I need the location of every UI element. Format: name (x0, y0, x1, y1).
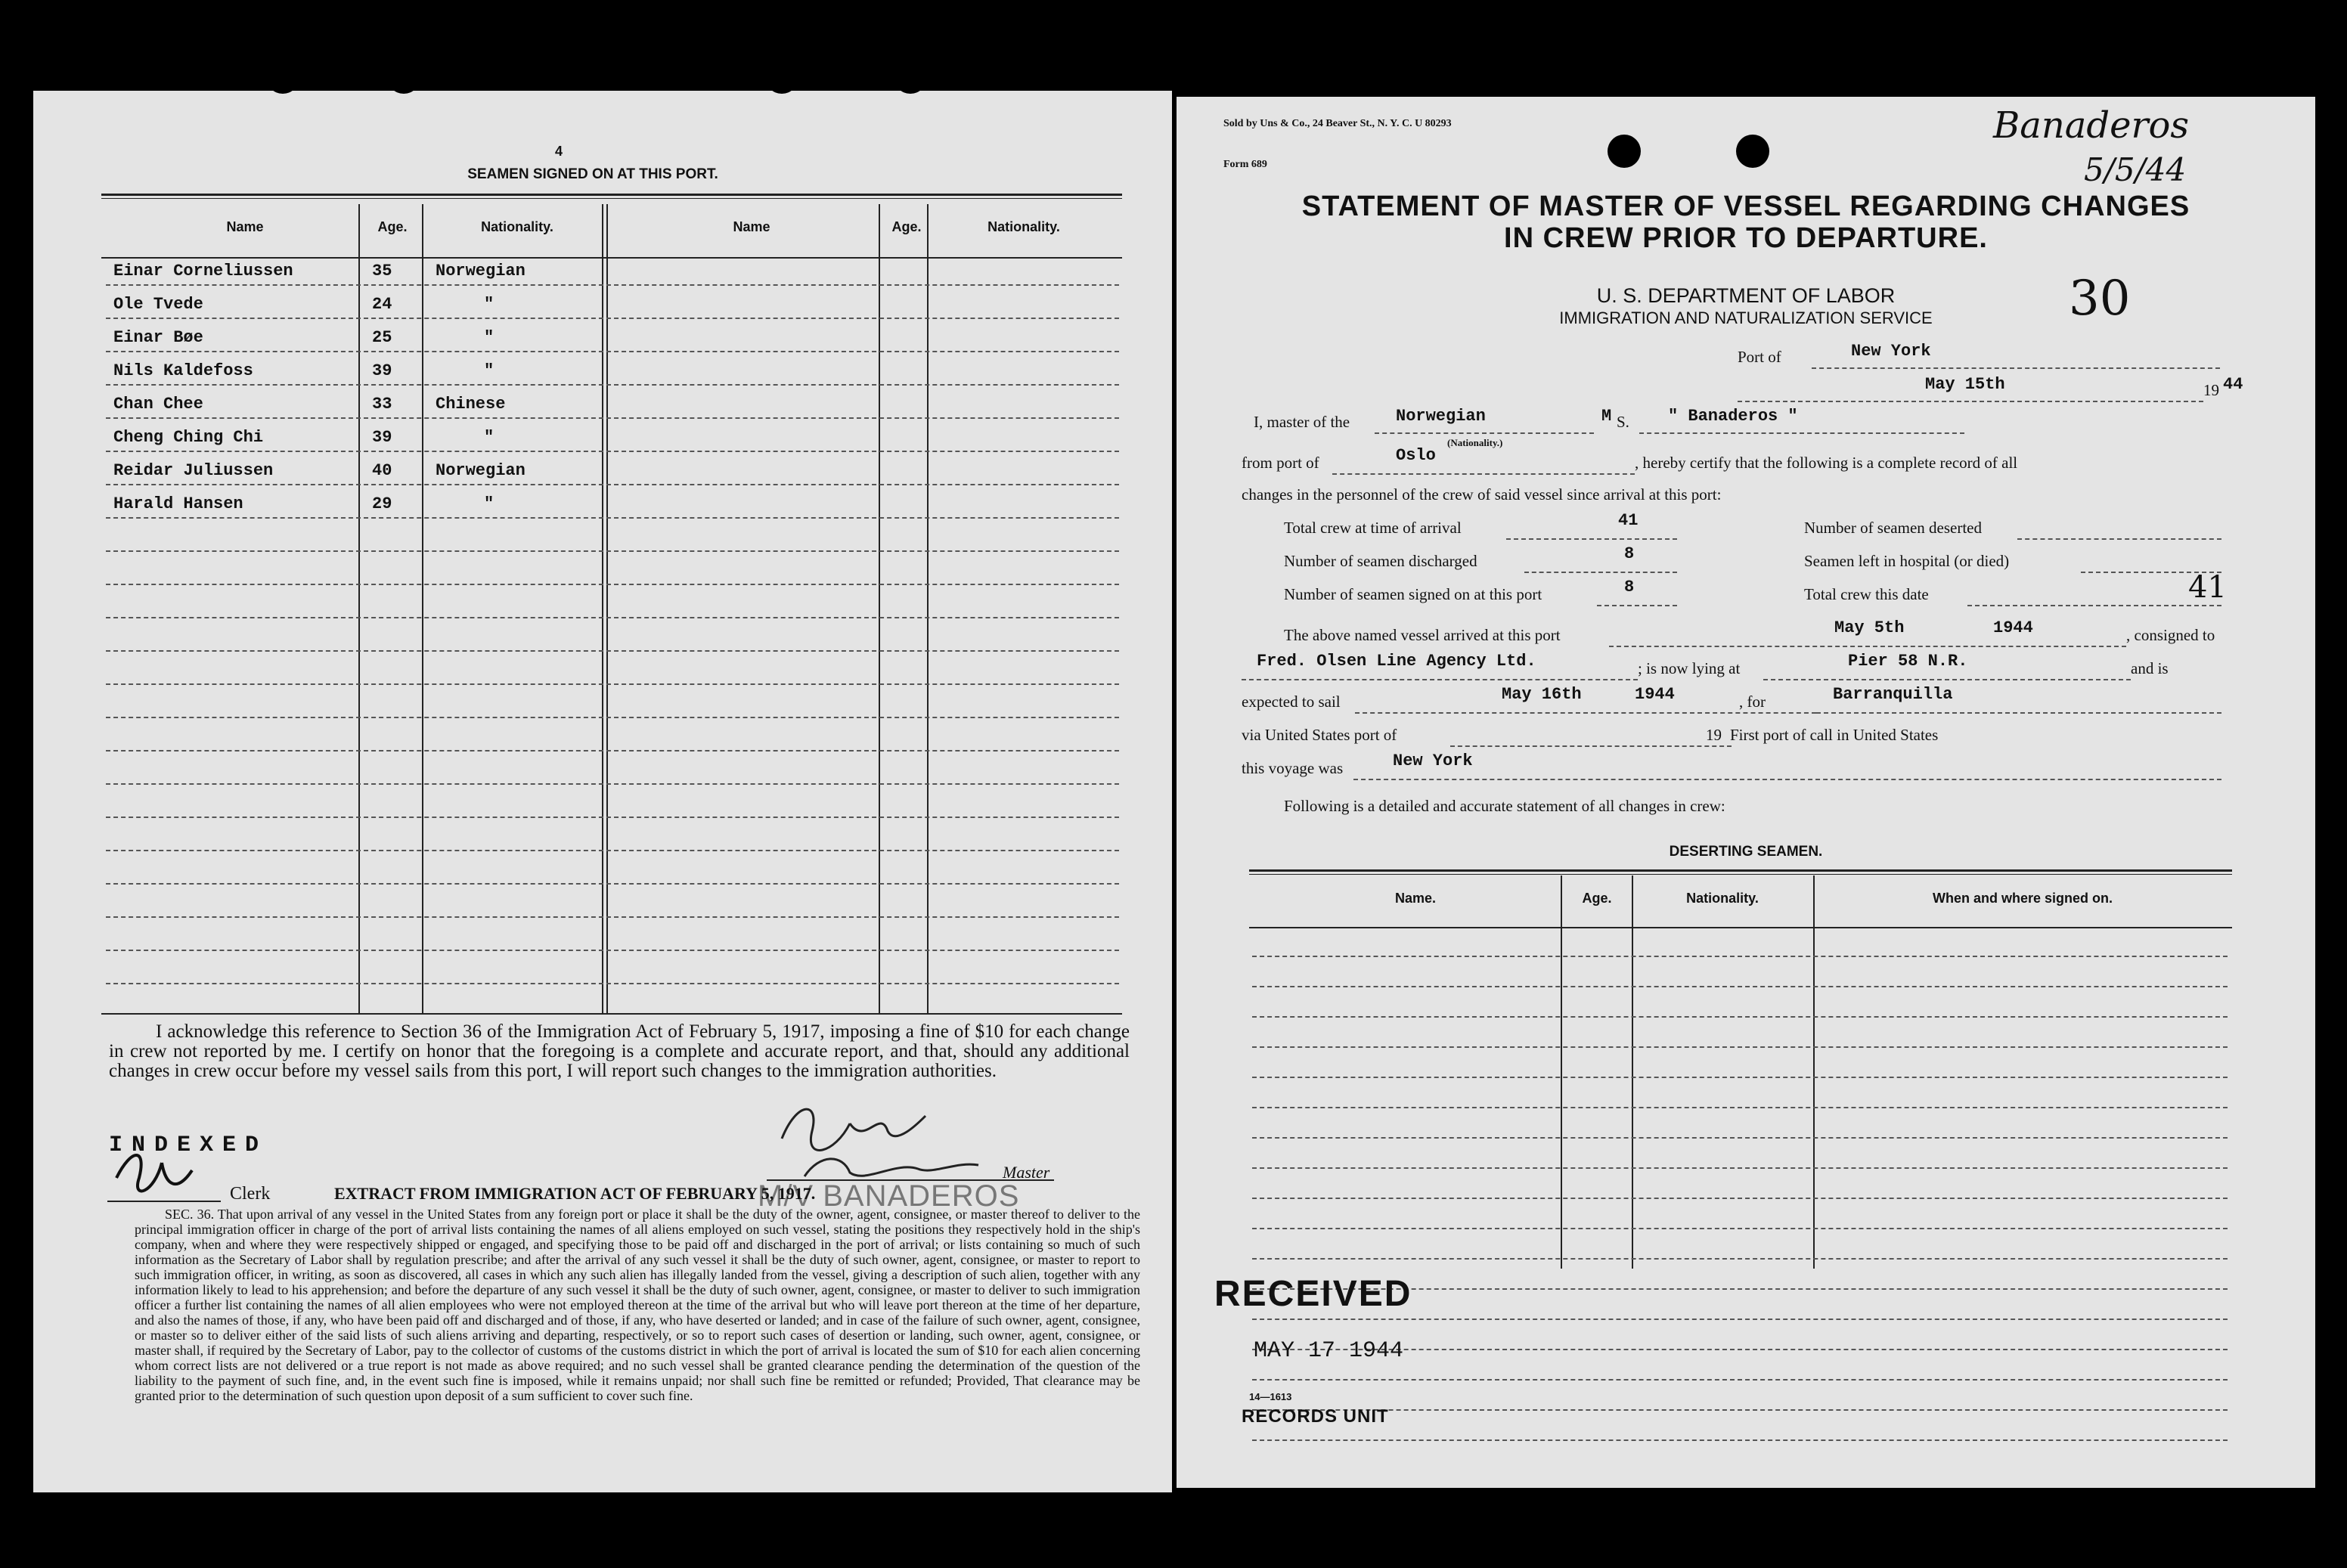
seaman-nationality: Norwegian (436, 262, 526, 280)
expected-label: expected to sail (1242, 693, 1341, 711)
punch-hole (765, 91, 798, 94)
port-label: Port of (1738, 348, 1781, 366)
column-header: Name. (1394, 891, 1437, 906)
consignee: Fred. Olsen Line Agency Ltd. (1257, 652, 1536, 671)
arrived-date: May 5th (1834, 618, 1905, 637)
voyage-label: this voyage was (1242, 759, 1344, 777)
seaman-age: 33 (372, 395, 392, 414)
seaman-age: 25 (372, 328, 392, 347)
total-crew-date-label: Total crew this date (1804, 585, 1929, 603)
certify-text: , hereby certify that the following is a complete record of all (1635, 454, 2018, 472)
extract-title: EXTRACT FROM IMMIGRATION ACT OF FEBRUARY 5, 1917. (334, 1184, 816, 1203)
arrived-label: The above named vessel arrived at this port (1284, 626, 1561, 644)
via-label: via United States port of (1242, 726, 1397, 744)
punch-hole (387, 91, 420, 94)
seaman-age: 40 (372, 461, 392, 480)
clerk-initials-signature (109, 1148, 200, 1201)
port-value: New York (1851, 342, 1931, 361)
nationality-caption: (Nationality.) (1447, 437, 1503, 448)
changes-text: changes in the personnel of the crew of said vessel since arrival at this port: (1242, 485, 1722, 504)
right-page (1177, 97, 2315, 1488)
form-number: Form 689 (1223, 159, 1267, 170)
seaman-name: Nils Kaldefoss (113, 361, 253, 380)
acknowledgement-text: I acknowledge this reference to Section 36 of the Immigration Act of February 5, 1917, imposing a fine of $10 for each change in crew not reported by me. I certify on honor that the foregoing is a complete and accurate report, and that, should any additional changes in crew occur before my vessel sails from this port, I will report such changes to the immigration authorities. (109, 1021, 1130, 1081)
seaman-age: 35 (372, 262, 392, 280)
column-header: Name (733, 219, 770, 234)
signed-on-label: Number of seamen signed on at this port (1284, 585, 1542, 603)
left-page (33, 91, 1172, 1492)
form-code: 14—1613 (1249, 1391, 1292, 1402)
deserted-label: Number of seamen deserted (1804, 519, 1982, 537)
date-value: May 15th (1925, 375, 2005, 394)
column-divider (1632, 875, 1633, 1269)
handwritten-date: 5/5/44 (2084, 151, 2187, 188)
consigned-label: , consigned to (2126, 626, 2215, 644)
lying-value: Pier 58 N.R. (1848, 652, 1968, 671)
seaman-nationality: " (484, 428, 495, 447)
service: IMMIGRATION AND NATURALIZATION SERVICE (1559, 308, 1933, 327)
lying-label: ; is now lying at (1638, 659, 1741, 677)
records-unit: RECORDS UNIT (1242, 1406, 1389, 1427)
seaman-name: Harald Hansen (113, 494, 243, 513)
department: U. S. DEPARTMENT OF LABOR (1596, 284, 1896, 307)
rule (101, 194, 1122, 196)
seaman-name: Chan Chee (113, 395, 203, 414)
handwritten-vessel-name: Banaderos (1993, 104, 2190, 147)
punch-hole (894, 91, 927, 94)
and-is-text: and is (2131, 659, 2169, 677)
column-header: Nationality. (987, 219, 1060, 234)
from-port-value: Oslo (1396, 446, 1436, 465)
column-header: Age. (891, 219, 922, 234)
seaman-nationality: " (484, 295, 495, 314)
sail-date: May 16th (1502, 685, 1582, 704)
indexed-stamp: INDEXED (109, 1133, 268, 1158)
printer-line: Sold by Uns & Co., 24 Beaver St., N. Y. C. U 80293 (1223, 118, 1452, 129)
deserting-title: DESERTING SEAMEN. (1669, 844, 1823, 860)
seaman-nationality: " (484, 361, 495, 380)
column-header: Name (226, 219, 264, 234)
seaman-age: 24 (372, 295, 392, 314)
column-divider (422, 204, 423, 1013)
total-crew-date-value: 41 (2188, 570, 2227, 605)
received-date: MAY 17 1944 (1254, 1338, 1404, 1364)
received-stamp: RECEIVED (1214, 1274, 1412, 1314)
punch-hole (1736, 135, 1769, 168)
vessel-type-suffix: S. (1617, 413, 1629, 431)
punch-hole (266, 91, 299, 94)
seaman-name: Reidar Juliussen (113, 461, 274, 480)
seaman-age: 39 (372, 428, 392, 447)
seaman-name: Ole Tvede (113, 295, 203, 314)
for-label: , for (1739, 693, 1766, 711)
ship-stamp: M/V BANADEROS (758, 1179, 1020, 1213)
seaman-name: Cheng Ching Chi (113, 428, 264, 447)
seaman-nationality: Norwegian (436, 461, 526, 480)
column-header: Age. (377, 219, 408, 234)
nationality-value: Norwegian (1396, 407, 1486, 426)
column-header: Age. (1582, 891, 1612, 906)
column-divider (927, 204, 929, 1013)
rule (1249, 927, 2232, 928)
master-of-label: I, master of the (1254, 413, 1350, 431)
discharged-label: Number of seamen discharged (1284, 552, 1477, 570)
section-title: SEAMEN SIGNED ON AT THIS PORT. (467, 166, 718, 182)
handwritten-number: 30 (2069, 271, 2131, 327)
rule (101, 198, 1122, 199)
form-title-line1: STATEMENT OF MASTER OF VESSEL REGARDING CHANGES (1301, 191, 2190, 222)
year-value: 44 (2223, 375, 2243, 394)
column-header: Nationality. (1686, 891, 1759, 906)
rule (1249, 874, 2232, 875)
total-crew-arrival-label: Total crew at time of arrival (1284, 519, 1462, 537)
sail-year: 1944 (1635, 685, 1675, 704)
signed-on-value: 8 (1624, 578, 1635, 597)
column-divider (1561, 875, 1562, 1269)
punch-hole (1608, 135, 1641, 168)
column-divider (602, 204, 603, 1013)
following-text: Following is a detailed and accurate statement of all changes in crew: (1284, 797, 1725, 815)
arrived-year: 1944 (1993, 618, 2033, 637)
rule (101, 1013, 1122, 1015)
column-divider (1813, 875, 1815, 1269)
seaman-age: 29 (372, 494, 392, 513)
column-divider (879, 204, 880, 1013)
rule (101, 257, 1122, 259)
vessel-name: " Banaderos " (1668, 407, 1798, 426)
seaman-name: Einar Bøe (113, 328, 203, 347)
column-header: Nationality. (481, 219, 553, 234)
seaman-nationality: " (484, 328, 495, 347)
via-year: 19 (1706, 726, 1722, 744)
seaman-nationality: " (484, 494, 495, 513)
hospital-label: Seamen left in hospital (or died) (1804, 552, 2010, 570)
seaman-nationality: Chinese (436, 395, 506, 414)
clerk-label: Clerk (230, 1184, 271, 1204)
rule (1249, 869, 2232, 872)
seaman-age: 39 (372, 361, 392, 380)
seaman-name: Einar Corneliussen (113, 262, 293, 280)
year-prefix: 19 (2203, 381, 2219, 399)
discharged-value: 8 (1624, 544, 1635, 563)
column-header: When and where signed on. (1932, 891, 2113, 906)
from-port-label: from port of (1242, 454, 1319, 472)
column-divider (606, 204, 608, 1013)
column-divider (358, 204, 360, 1013)
first-port-label: First port of call in United States (1730, 726, 1939, 744)
total-crew-arrival-value: 41 (1618, 511, 1639, 530)
form-title-line2: IN CREW PRIOR TO DEPARTURE. (1504, 222, 1988, 254)
vessel-type: M (1601, 407, 1612, 426)
master-label: Master (1003, 1163, 1050, 1182)
destination: Barranquilla (1833, 685, 1953, 704)
voyage-value: New York (1393, 751, 1473, 770)
page-number: 4 (555, 144, 563, 159)
section-36-text: SEC. 36. That upon arrival of any vessel in the United States from any foreign port or place it shall be the duty of the owner, agent, consignee, or master thereof to deliver to the principal immigration officer in charge of the port of arrival lists containing the names of all aliens employed on such vessel, stating the positions they respectively hold in the ship's company, when and where they were respectively shipped or engaged, and specifying those to be paid off and discharged in the port of arrival; or lists containing so much of such information as the Secretary of Labor shall by regulation prescribe; and after the arrival of any such vessel it shall be the duty of such owner, agent, consignee, or master to report to such immigration officer, in writing, as soon as discovered, all cases in which any such alien has illegally landed from the vessel, giving a description of such alien, together with any information likely to lead to his apprehension; and before the departure of any such vessel it shall be the duty of such owner, agent, consignee, or master to deliver to such immigration officer a further list containing the names of all alien employees who were not employed thereon at the time of the arrival but who will leave port thereon at the time of her departure, and also the names of those, if any, who have been paid off and discharged and of those, if any, who have deserted or landed; and in case of the failure of such owner, agent, consignee, or master so to deliver either of the said lists of such aliens arriving and departing, respectively, or so to report such cases of desertion or landing, such owner, agent, consignee, or master shall, if required by the Secretary of Labor, pay to the collector of customs of the customs district in which the port of arrival is located the sum of $10 for each alien concerning whom correct lists are not delivered or a true report is not made as above required; and no such vessel shall be granted clearance pending the determination of the question of the liability to the payment of such fine, and, in the event such fine is imposed, while it remains unpaid; nor shall such fine be remitted or refunded; Provided, That clearance may be granted prior to the determination of such question upon deposit of a sum sufficient to cover such fine. (135, 1207, 1140, 1403)
